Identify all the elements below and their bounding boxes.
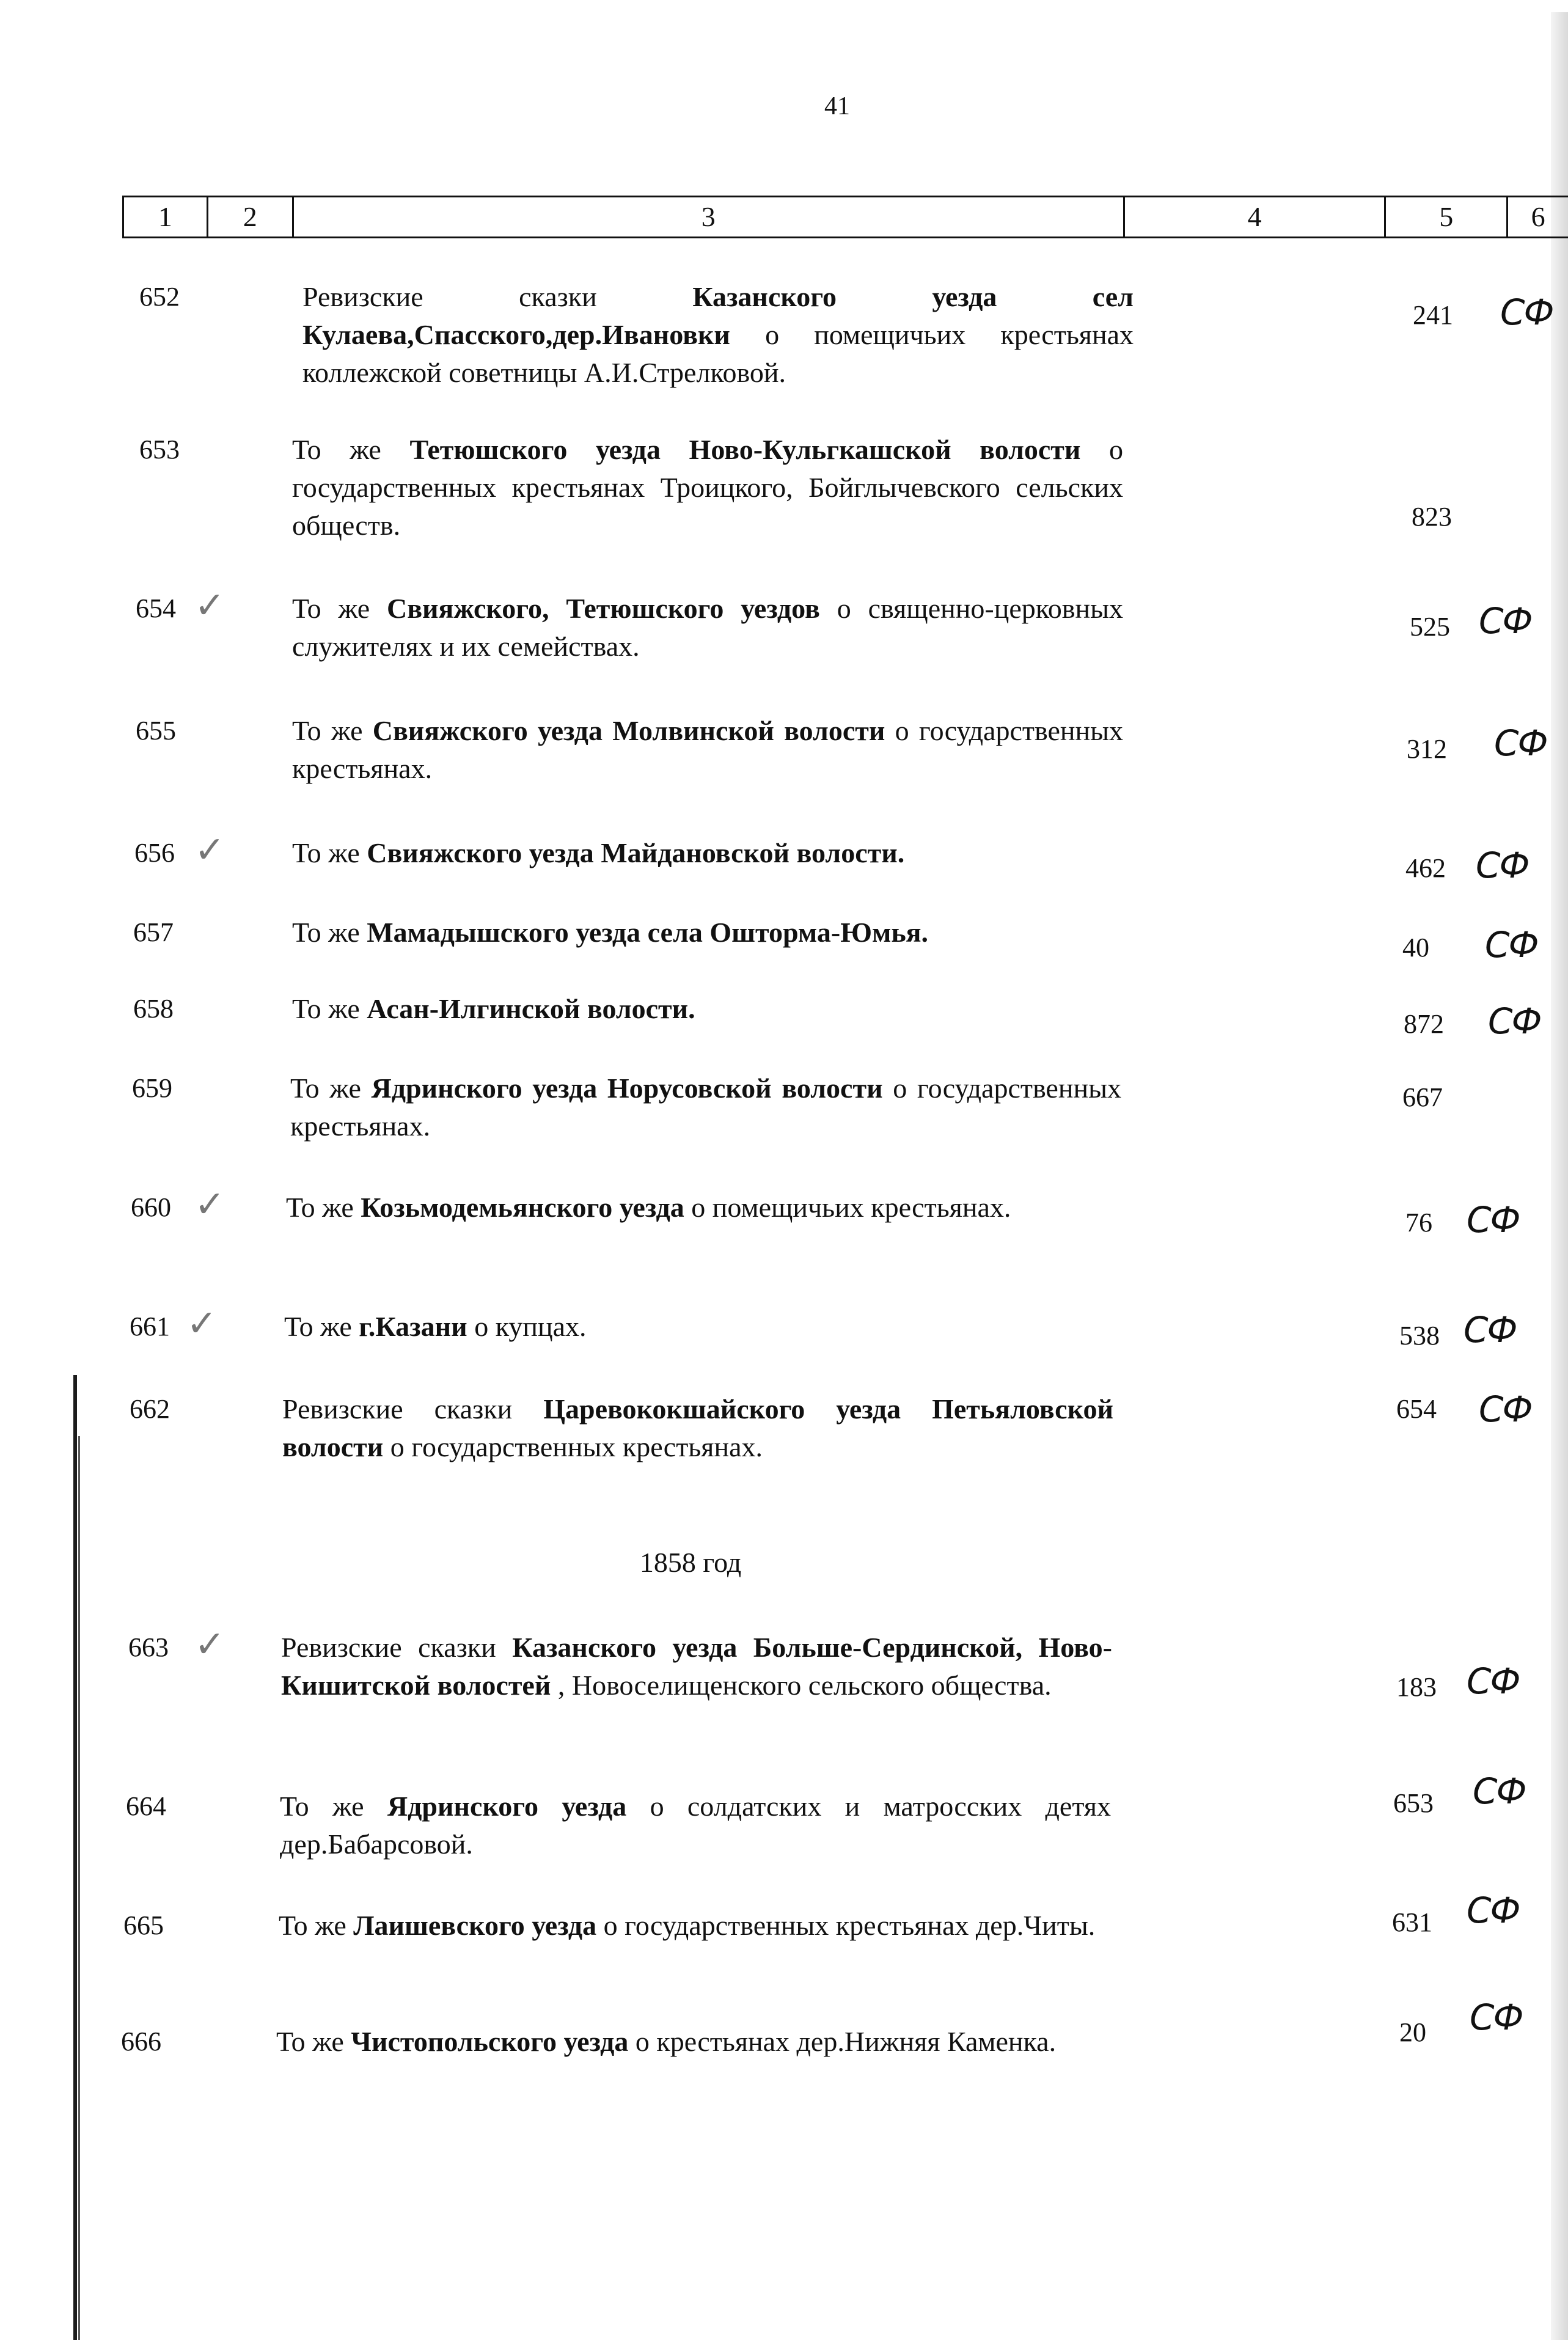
entry-sheet-count: 76 [1405,1208,1432,1238]
entry-number: 660 [131,1192,171,1222]
entry-sheet-count: 20 [1399,2017,1426,2047]
entry-description: То же Асан-Илгинской волости. [292,993,695,1024]
entry-sheet-count: 823 [1412,502,1452,532]
checkmark-icon: ✓ [186,1302,218,1345]
entry-description: То же Лаишевского уезда о государственных крестьянах дер.Читы. [279,1910,1096,1941]
entry-number: 655 [136,716,176,746]
checkmark-icon: ✓ [194,1623,225,1666]
handwritten-mark: СФ [1473,1770,1526,1812]
entry-number: 663 [128,1632,169,1662]
entry-sheet-count: 653 [1393,1788,1434,1818]
handwritten-mark: СФ [1479,600,1532,642]
entry-description: То же Тетюшского уезда Ново-Кульгкашской волости о государственных крестьянах Троицкого, Бойглычевского сельских обществ. [292,434,1124,541]
handwritten-mark: СФ [1500,292,1553,333]
scan-edge-right [1551,12,1568,2340]
entry-number: 662 [130,1394,170,1424]
entry-number: 658 [133,994,174,1024]
handwritten-mark: СФ [1494,722,1547,764]
entry-sheet-count: 667 [1402,1082,1443,1112]
handwritten-mark: СФ [1488,1000,1541,1042]
handwritten-mark: СФ [1479,1388,1532,1430]
entry-number: 664 [126,1791,166,1821]
entry-description: То же Мамадышского уезда села Ошторма-Юмья. [292,917,929,948]
handwritten-mark: СФ [1467,1890,1520,1931]
entry-description: То же Ядринского уезда о солдатских и матросских детях дер.Бабарсовой. [280,1791,1112,1860]
page-number: 41 [824,92,850,120]
year-heading: 1858 год [639,1547,742,1578]
entry-sheet-count: 631 [1392,1907,1432,1937]
entry-sheet-count: 183 [1396,1672,1437,1702]
handwritten-mark: СФ [1467,1199,1520,1241]
checkmark-icon: ✓ [194,1183,225,1226]
entry-number: 659 [132,1073,172,1103]
entry-description: Ревизские сказки Царевококшайского уезда Петьяловской волости о государственных крестьянах. [282,1393,1113,1462]
column-header-4: 4 [1125,197,1386,237]
entry-description: Ревизские сказки Казанского уезда Больше-Сердинской, Ново-Кишитской волостей , Новоселищенского сельского общества. [281,1632,1112,1701]
entry-description: То же Чистопольского уезда о крестьянах дер.Нижняя Каменка. [276,2026,1057,2057]
entry-number: 653 [139,435,180,464]
scan-edge-left-shadow [78,1436,80,2340]
entry-description: То же Свияжского, Тетюшского уездов о священно-церковных служителях и их семействах. [292,593,1123,662]
handwritten-mark: СФ [1464,1309,1517,1351]
entry-number: 657 [133,917,174,947]
column-header-3: 3 [294,197,1125,237]
entry-number: 665 [123,1910,164,1940]
handwritten-mark: СФ [1476,845,1529,886]
entry-sheet-count: 462 [1405,853,1446,883]
entry-number: 661 [130,1311,170,1341]
entry-description: То же Ядринского уезда Норусовской волости о государственных крестьянах. [290,1073,1121,1142]
entry-description: То же г.Казани о купцах. [284,1311,587,1342]
handwritten-mark: СФ [1470,1997,1523,2038]
scan-edge-left [73,1375,77,2340]
column-header-2: 2 [208,197,294,237]
entry-sheet-count: 538 [1399,1321,1440,1351]
entry-sheet-count: 241 [1413,300,1453,330]
entry-description: То же Козьмодемьянского уезда о помещичьих крестьянах. [286,1192,1011,1223]
entry-number: 652 [139,282,180,312]
entry-description: Ревизские сказки Казанского уезда сел Кулаева,Спасского,дер.Ивановки о помещичьих крестьянах коллежской советницы А.И.Стрелковой. [302,281,1134,388]
handwritten-mark: СФ [1467,1660,1520,1702]
column-header-1: 1 [124,197,208,237]
column-header-5: 5 [1386,197,1508,237]
entry-number: 666 [121,2026,161,2056]
checkmark-icon: ✓ [194,829,225,871]
entry-sheet-count: 525 [1410,612,1450,642]
entry-sheet-count: 312 [1407,734,1447,764]
column-header-row [122,196,1568,238]
entry-sheet-count: 654 [1396,1394,1437,1424]
entry-sheet-count: 872 [1404,1009,1444,1039]
entry-number: 654 [136,593,176,623]
entry-description: То же Свияжского уезда Майдановской волости. [292,837,905,868]
checkmark-icon: ✓ [194,584,225,627]
entry-number: 656 [134,838,175,868]
handwritten-mark: СФ [1485,924,1538,966]
column-header-6: 6 [1531,201,1545,232]
entry-description: То же Свияжского уезда Молвинской волости о государственных крестьянах. [292,715,1123,784]
entry-sheet-count: 40 [1402,933,1429,963]
